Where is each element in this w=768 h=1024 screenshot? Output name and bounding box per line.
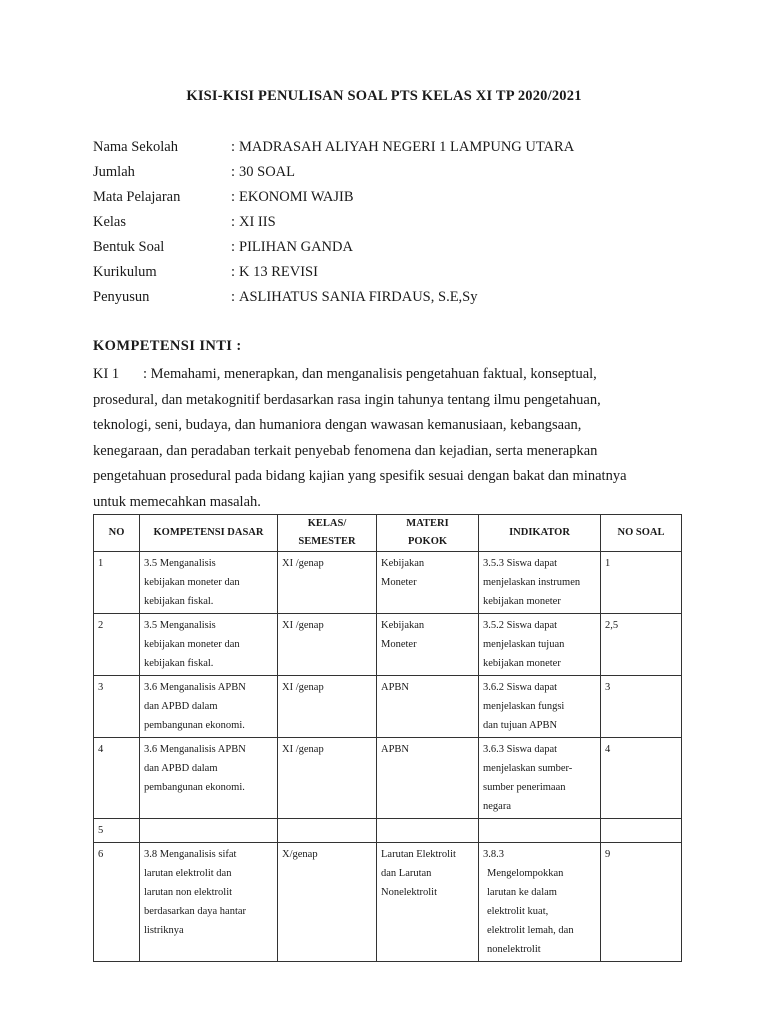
- cell-kd: [140, 738, 278, 819]
- cell-line: 3.8 Menganalisis sifat: [144, 849, 237, 860]
- meta-label: Jumlah: [93, 164, 135, 180]
- cell-line: pembangunan ekonomi.: [144, 720, 245, 731]
- cell-line: kebijakan moneter dan: [144, 639, 240, 650]
- cell-line: Moneter: [381, 639, 417, 650]
- header-kompetensi-dasar: KOMPETENSI DASAR: [140, 515, 278, 552]
- cell-line: dan APBD dalam: [144, 701, 218, 712]
- header-no: NO: [94, 515, 140, 552]
- cell-line: negara: [483, 801, 511, 812]
- ki-line: untuk memecahkan masalah.: [93, 493, 261, 510]
- header-kelas-line: KELAS/: [307, 518, 347, 529]
- cell-kelas: XI /genap: [278, 676, 377, 738]
- cell-materi: [377, 843, 479, 962]
- meta-row-nama-sekolah: [93, 137, 574, 162]
- cell-kelas: XI /genap: [278, 614, 377, 676]
- meta-value: 30 SOAL: [239, 164, 295, 180]
- cell-kd: [140, 552, 278, 614]
- meta-label: Mata Pelajaran: [93, 189, 181, 205]
- meta-value: XI IIS: [239, 214, 276, 230]
- cell-line: Moneter: [381, 577, 417, 588]
- cell-indikator: [479, 676, 601, 738]
- ki-line: prosedural, dan metakognitif berdasarkan rasa ingin tahunya tentang ilmu pengetahuan,: [93, 391, 601, 408]
- cell-line: 3.6 Menganalisis APBN: [144, 744, 246, 755]
- cell-line: elektrolit lemah, dan: [487, 925, 574, 936]
- header-semester-line: SEMESTER: [298, 536, 356, 547]
- cell-line: Mengelompokkan: [487, 868, 564, 879]
- meta-row-jumlah: [93, 162, 574, 187]
- cell-kd: [140, 819, 278, 843]
- cell-no-soal: 9: [601, 843, 682, 962]
- cell-no-soal: 3: [601, 676, 682, 738]
- cell-line: menjelaskan sumber-: [483, 763, 573, 774]
- cell-materi: [377, 676, 479, 738]
- cell-line: berdasarkan daya hantar: [144, 906, 247, 917]
- cell-line: kebijakan fiskal.: [144, 596, 214, 607]
- cell-line: 3.5.2 Siswa dapat: [483, 620, 558, 631]
- header-no-soal: NO SOAL: [601, 515, 682, 552]
- cell-indikator: [479, 819, 601, 843]
- table-row: [94, 614, 682, 676]
- cell-no: 2: [94, 614, 140, 676]
- meta-label: Bentuk Soal: [93, 239, 165, 255]
- cell-indikator: [479, 738, 601, 819]
- cell-materi: [377, 738, 479, 819]
- meta-value: MADRASAH ALIYAH NEGERI 1 LAMPUNG UTARA: [239, 139, 575, 155]
- cell-line: pembangunan ekonomi.: [144, 782, 245, 793]
- meta-separator: :: [231, 164, 236, 180]
- ki-line: [93, 362, 683, 388]
- cell-line: APBN: [381, 682, 410, 693]
- meta-row-kelas: [93, 212, 574, 237]
- cell-indikator: [479, 552, 601, 614]
- cell-kelas: [278, 819, 377, 843]
- kompetensi-inti-heading: KOMPETENSI INTI :: [93, 338, 242, 354]
- cell-kelas: X/genap: [278, 843, 377, 962]
- cell-line: 3.5 Menganalisis: [144, 620, 216, 631]
- cell-line: Nonelektrolit: [381, 887, 437, 898]
- cell-no-soal: 1: [601, 552, 682, 614]
- meta-separator: :: [231, 289, 236, 305]
- cell-line: Kebijakan: [381, 620, 425, 631]
- cell-no: 6: [94, 843, 140, 962]
- cell-no: 5: [94, 819, 140, 843]
- cell-line: 3.6.3 Siswa dapat: [483, 744, 558, 755]
- meta-value: ASLIHATUS SANIA FIRDAUS, S.E,Sy: [239, 289, 478, 305]
- header-pokok-line: POKOK: [407, 536, 448, 547]
- meta-row-bentuk-soal: [93, 237, 574, 262]
- ki-line: kenegaraan, dan peradaban terkait penyebab fenomena dan kejadian, serta menerapkan: [93, 442, 598, 459]
- ki-line: pengetahuan prosedural pada bidang kajian yang spesifik sesuai dengan bakat dan minatnya: [93, 468, 627, 484]
- meta-value: PILIHAN GANDA: [239, 239, 353, 255]
- table-row: [94, 738, 682, 819]
- cell-line: Larutan Elektrolit: [381, 849, 456, 860]
- meta-label: Nama Sekolah: [93, 139, 178, 155]
- header-materi-pokok: [377, 515, 479, 552]
- cell-line: kebijakan moneter: [483, 658, 561, 669]
- meta-separator: :: [231, 214, 236, 230]
- ki-label: KI 1: [93, 366, 120, 382]
- cell-line: kebijakan moneter dan: [144, 577, 240, 588]
- cell-materi: [377, 614, 479, 676]
- cell-kelas: XI /genap: [278, 738, 377, 819]
- cell-kd: [140, 843, 278, 962]
- kompetensi-inti-text: [93, 362, 683, 515]
- ki-line-text: : Memahami, menerapkan, dan menganalisis pengetahuan faktual, konseptual,: [143, 366, 597, 382]
- meta-separator: :: [231, 239, 236, 255]
- cell-line: nonelektrolit: [487, 944, 541, 955]
- meta-separator: :: [231, 189, 236, 205]
- cell-line: kebijakan fiskal.: [144, 658, 214, 669]
- table-row: [94, 552, 682, 614]
- cell-line: 3.5 Menganalisis: [144, 558, 216, 569]
- cell-line: menjelaskan tujuan: [483, 639, 565, 650]
- cell-no: 4: [94, 738, 140, 819]
- cell-line: larutan elektrolit dan: [144, 868, 232, 879]
- cell-line: larutan ke dalam: [487, 887, 557, 898]
- cell-line: elektrolit kuat,: [487, 906, 549, 917]
- meta-separator: :: [231, 264, 236, 280]
- table-row: [94, 819, 682, 843]
- meta-separator: :: [231, 139, 236, 155]
- table-row: [94, 676, 682, 738]
- meta-row-mata-pelajaran: [93, 187, 574, 212]
- cell-line: 3.5.3 Siswa dapat: [483, 558, 558, 569]
- cell-line: dan APBD dalam: [144, 763, 218, 774]
- cell-line: Kebijakan: [381, 558, 425, 569]
- cell-line: sumber penerimaan: [483, 782, 566, 793]
- cell-materi: [377, 819, 479, 843]
- cell-line: 3.6 Menganalisis APBN: [144, 682, 246, 693]
- ki-line: teknologi, seni, budaya, dan humaniora dengan wawasan kemanusiaan, kebangsaan,: [93, 417, 582, 433]
- cell-no-soal: [601, 819, 682, 843]
- header-indikator: INDIKATOR: [479, 515, 601, 552]
- cell-line: dan Larutan: [381, 868, 432, 879]
- meta-label: Penyusun: [93, 289, 150, 305]
- cell-line: dan tujuan APBN: [483, 720, 558, 731]
- cell-kd: [140, 614, 278, 676]
- cell-indikator: [479, 614, 601, 676]
- header-kelas-semester: [278, 515, 377, 552]
- meta-info: [93, 137, 574, 312]
- cell-indikator: [479, 843, 601, 962]
- table-row: [94, 843, 682, 962]
- meta-label: Kurikulum: [93, 264, 157, 280]
- meta-row-kurikulum: [93, 262, 574, 287]
- cell-kelas: XI /genap: [278, 552, 377, 614]
- cell-line: kebijakan moneter: [483, 596, 561, 607]
- cell-no-soal: 4: [601, 738, 682, 819]
- meta-value: EKONOMI WAJIB: [239, 189, 354, 205]
- cell-line: APBN: [381, 744, 410, 755]
- cell-line: 3.8.3: [483, 849, 504, 860]
- cell-line: menjelaskan instrumen: [483, 577, 581, 588]
- cell-line: menjelaskan fungsi: [483, 701, 565, 712]
- meta-value: K 13 REVISI: [239, 264, 318, 280]
- kisi-kisi-table: [93, 514, 682, 962]
- meta-label: Kelas: [93, 214, 127, 230]
- table-header-row: [94, 515, 682, 552]
- cell-no: 1: [94, 552, 140, 614]
- cell-line: listriknya: [144, 925, 184, 936]
- cell-line: larutan non elektrolit: [144, 887, 233, 898]
- meta-row-penyusun: [93, 287, 574, 312]
- cell-line: 3.6.2 Siswa dapat: [483, 682, 558, 693]
- header-materi-line: MATERI: [406, 518, 449, 529]
- document-title: KISI-KISI PENULISAN SOAL PTS KELAS XI TP 2020/2021: [186, 88, 582, 104]
- cell-no-soal: 2,5: [601, 614, 682, 676]
- cell-materi: [377, 552, 479, 614]
- cell-no: 3: [94, 676, 140, 738]
- cell-kd: [140, 676, 278, 738]
